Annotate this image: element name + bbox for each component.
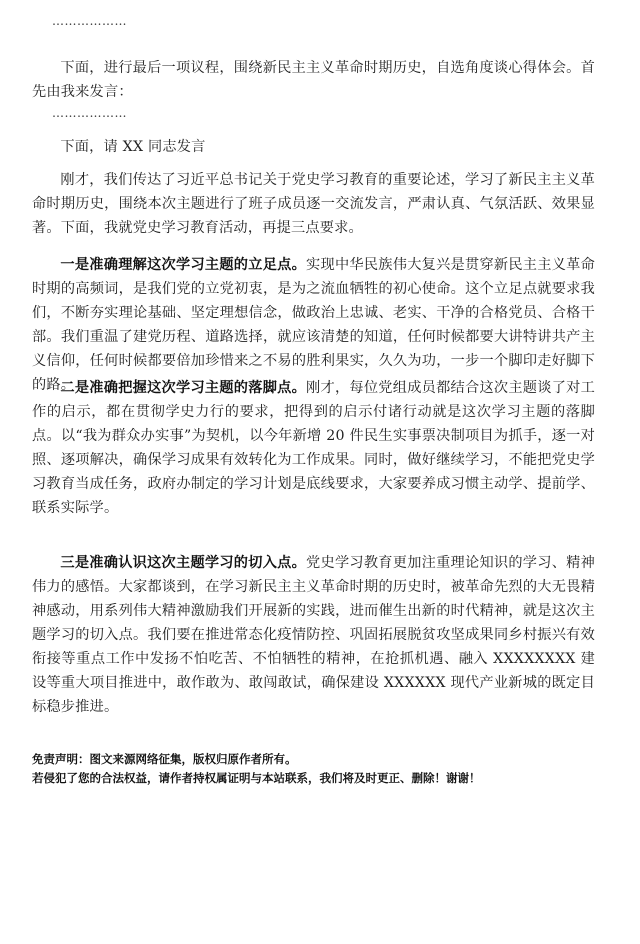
agenda-paragraph: 下面，进行最后一项议程，围绕新民主主义革命时期历史，自选角度谈心得体会。首先由我来发言： <box>32 60 595 100</box>
disclaimer-line-2: 若侵犯了您的合法权益，请作者持权属证明与本站联系，我们将及时更正、删除！谢谢！ <box>32 771 481 785</box>
point-2-paragraph <box>32 376 595 520</box>
point-1-body: 实现中华民族伟大复兴是贯穿新民主主义革命时期的高频词，是我们党的立党初衷，是为之流血牺牲的初心使命。这个立足点就要求我们，不断夯实理论基础、坚定理想信念，做政治上忠诚、老实、干净的合格党员、合格干部。我们重温了建党历程、道路选择，就应该清楚的知道，任何时候都要大讲特讲共产主义信仰，任何时候都要倍加珍惜来之不易的胜利果实，久久为功，一步一个脚印走好脚下的路。 <box>32 257 595 393</box>
summary-paragraph: 刚才，我们传达了习近平总书记关于党史学习教育的重要论述，学习了新民主主义革命时期历史，围绕本次主题进行了班子成员逐一交流发言，严肃认真、气氛活跃、效果显著。下面，我就党史学习教育活动，再提三点要求。 <box>32 172 595 236</box>
point-3-heading: 三是准确认识这次主题学习的切入点。 <box>60 555 307 571</box>
point-2-body: 刚才，每位党组成员都结合这次主题谈了对工作的启示，都在贯彻学史力行的要求，把得到的启示付诸行动就是这次学习主题的落脚点。以“我为群众办实事”为契机，以今年新增 20 件民生实事票决制项目为抓手，逐一对照、逐项解决，确保学习成果有效转化为工作成果。同时，做好继续学习，不能把党史学习教育当成任务，政府办制定的学习计划是底线要求，大家要养成习惯主动学、提前学、联系实际学。 <box>32 380 595 516</box>
point-1-heading: 一是准确理解这次学习主题的立足点。 <box>60 257 307 273</box>
point-2-heading: 二是准确把握这次学习主题的落脚点。 <box>60 380 307 396</box>
point-3-body: 党史学习教育更加注重理论知识的学习、精神伟力的感悟。大家都谈到，在学习新民主主义革命时期的历史时，被革命先烈的大无畏精神感动，用系列伟大精神激励我们开展新的实践，进而催生出新的时代精神，就是这次主题学习的切入点。我们要在推进常态化疫情防控、巩固拓展脱贫攻坚成果同乡村振兴有效衔接等重点工作中发扬不怕吃苦、不怕牺牲的精神，在抢抓机遇、融入 XXXXXXXX 建设等重大项目推进中，敢作敢为、敢闯敢试，确保建设 XXXXXX 现代产业新城的既定目标稳步推进。 <box>32 555 595 715</box>
next-speaker-paragraph: 下面，请 XX 同志发言 <box>60 139 206 155</box>
point-3-paragraph <box>32 551 595 719</box>
ellipsis-separator: ……………… <box>52 14 127 28</box>
ellipsis-separator: ……………… <box>52 106 127 120</box>
disclaimer-line-1: 免责声明：图文来源网络征集，版权归原作者所有。 <box>32 752 297 766</box>
